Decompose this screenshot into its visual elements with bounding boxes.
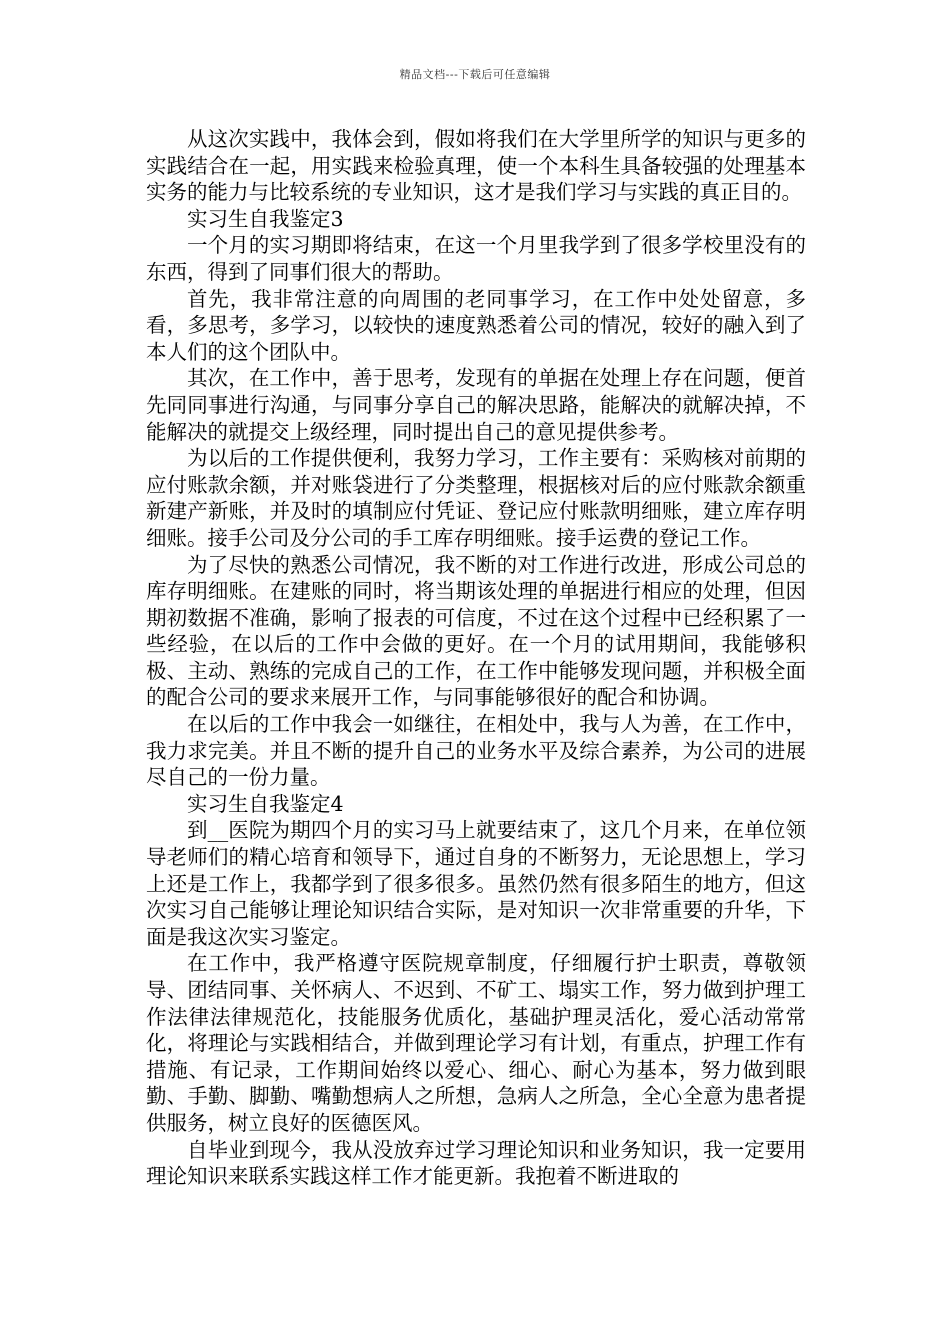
paragraph: 首先，我非常注意的向周围的老同事学习，在工作中处处留意，多看，多思考，多学习，以较快的速度熟悉着公司的情况，较好的融入到了本人们的这个团队中。 [146,286,806,364]
paragraph: 从这次实践中，我体会到，假如将我们在大学里所学的知识与更多的实践结合在一起，用实践来检验真理，使一个本科生具备较强的处理基本实务的能力与比较系统的专业知识，这才是我们学习与实践的真正目的。 [146,127,806,205]
paragraph: 在以后的工作中我会一如继往，在相处中，我与人为善，在工作中，我力求完美。并且不断的提升自己的业务水平及综合素养，为公司的进展尽自己的一份力量。 [146,712,806,790]
paragraph: 在工作中，我严格遵守医院规章制度，仔细履行护士职责，尊敬领导、团结同事、关怀病人、不迟到、不矿工、塌实工作，努力做到护理工作法律法律规范化，技能服务优质化，基础护理灵活化，爱心活动常常化，将理论与实践相结合，并做到理论学习有计划，有重点，护理工作有措施、有记录，工作期间始终以爱心、细心、耐心为基本，努力做到眼勤、手勤、脚勤、嘴勤想病人之所想，急病人之所急，全心全意为患者提供服务，树立良好的医德医风。 [146,951,806,1135]
section-heading: 实习生自我鉴定3 [187,206,344,231]
section-heading: 实习生自我鉴定4 [187,791,344,816]
document-body [146,126,806,1190]
paragraph: 为了尽快的熟悉公司情况，我不断的对工作进行改进，形成公司总的库存明细账。在建账的同时，将当期该处理的单据进行相应的处理，但因期初数据不准确，影响了报表的可信度，不过在这个过程中已经积累了一些经验，在以后的工作中会做的更好。在一个月的试用期间，我能够积极、主动、熟练的完成自己的工作，在工作中能够发现问题，并积极全面的配合公司的要求来展开工作，与同事能够很好的配合和协调。 [146,552,806,710]
paragraph: 为以后的工作提供便利，我努力学习，工作主要有：采购核对前期的应付账款余额，并对账袋进行了分类整理，根据核对后的应付账款余额重新建产新账，并及时的填制应付凭证、登记应付账款明细账，建立库存明细账。接手公司及分公司的手工库存明细账。接手运费的登记工作。 [146,446,806,550]
paragraph: 一个月的实习期即将结束，在这一个月里我学到了很多学校里没有的东西，得到了同事们很大的帮助。 [146,233,806,284]
paragraph: 其次，在工作中，善于思考，发现有的单据在处理上存在问题，便首先同同事进行沟通，与同事分享自己的解决思路，能解决的就解决掉，不能解决的就提交上级经理，同时提出自己的意见提供参考。 [146,366,806,444]
page-header: 精品文档---下载后可任意编辑 [399,68,551,81]
paragraph: 自毕业到现今，我从没放弃过学习理论知识和业务知识，我一定要用理论知识来联系实践这样工作才能更新。我抱着不断进取的 [146,1137,806,1189]
paragraph: 到__医院为期四个月的实习马上就要结束了，这几个月来，在单位领导老师们的精心培育和领导下，通过自身的不断努力，无论思想上，学习上还是工作上，我都学到了很多很多。虽然仍然有很多陌生的地方，但这次实习自己能够让理论知识结合实际，是对知识一次非常重要的升华，下面是我这次实习鉴定。 [146,818,806,949]
